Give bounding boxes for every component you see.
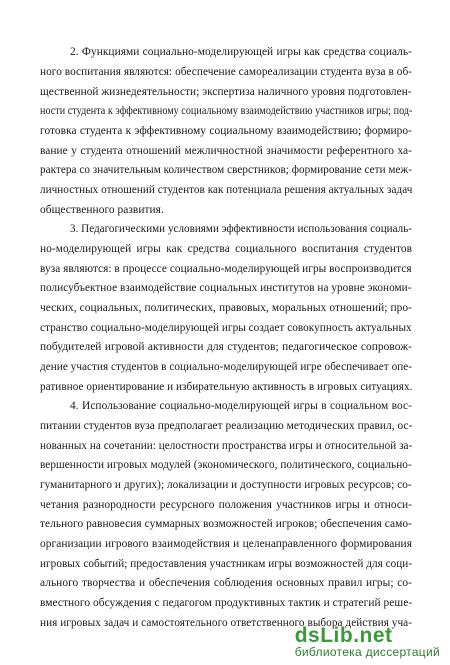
text-line: готовка студента к эффективному социальному взаимодействию; формиро-: [40, 125, 412, 137]
text-line: полисубъектное взаимодействие социальных институтов на уровне экономи-: [40, 282, 412, 294]
text-line: вершенности игровых модулей (экономического, политического, социально-: [40, 459, 412, 471]
text-line: организации игрового взаимодействия и целенаправленного формирования: [40, 538, 412, 550]
text-line: вание у студента отношений межличностной значимости референтного ха-: [40, 145, 412, 157]
text-line: ного воспитания являются: обеспечение самореализации студента вуза в об-: [40, 66, 413, 78]
text-line: 2. Функциями социально-моделирующей игры как средства социаль-: [70, 46, 412, 58]
text-line: игровых событий; предоставления участникам игры возможностей для соци-: [40, 558, 413, 570]
text-line: вуза являются: в процессе социально-моделирующей игры воспроизводится: [40, 263, 412, 275]
text-line: ального творчества и обеспечения соблюдения основных правил игры; со-: [40, 577, 412, 589]
text-line: вместного обсуждения с педагогом продуктивных тактик и стратегий реше-: [40, 597, 413, 609]
text-line: нованных на сочетании: целостности пространства игры и относительной за-: [40, 440, 413, 452]
text-line: питании студентов вуза предполагает реализацию методических правил, ос-: [40, 420, 413, 432]
text-line: рактера со значительным количеством сверстников; формирование сети меж-: [40, 164, 413, 176]
text-line: ческих, социальных, политических, правовых, моральных отношений; про-: [40, 302, 412, 314]
dslib-subtitle: библиотека диссертаций: [294, 645, 440, 659]
text-line: дение участия студентов в социально-моделирующей игре обеспечивает опе-: [40, 361, 413, 373]
text-line: ния игровых задач и самостоятельного ответственного выбора действия уча-: [40, 617, 413, 629]
text-line: общественного развития.: [40, 204, 164, 216]
text-line: ности студента к эффективному социальному взаимодействию участников игры; под-: [40, 105, 413, 117]
text-line: побудителей игровой активности для студентов; педагогическое сопровож-: [40, 341, 412, 353]
text-line: гуманитарного и других); локализации и доступности игровых ресурсов; со-: [40, 479, 412, 491]
text-line: ративное ориентирование и избирательную активность в игровых ситуациях.: [40, 381, 413, 393]
text-line: тельного равновесия суммарных возможностей игроков; обеспечения само-: [40, 518, 412, 530]
text-line: странство социально-моделирующей игры создает совокупность актуальных: [40, 322, 412, 334]
text-line: четания разнородности ресурсного положения участников игры и относи-: [40, 499, 412, 511]
dslib-watermark[interactable]: [295, 624, 440, 659]
text-line: щественной жизнедеятельности; экспертиза наличного уровня подготовлен-: [40, 86, 412, 98]
dslib-logo[interactable]: dsLib.net: [294, 624, 393, 647]
text-line: личностных отношений студентов как потенциала решения актуальных задач: [40, 184, 413, 196]
text-line: 3. Педагогическими условиями эффективности использования социаль-: [70, 223, 413, 235]
text-line: но-моделирующей игры как средства социального воспитания студентов: [40, 243, 412, 255]
text-line: 4. Использование социально-моделирующей игры в социальном вос-: [70, 400, 412, 412]
